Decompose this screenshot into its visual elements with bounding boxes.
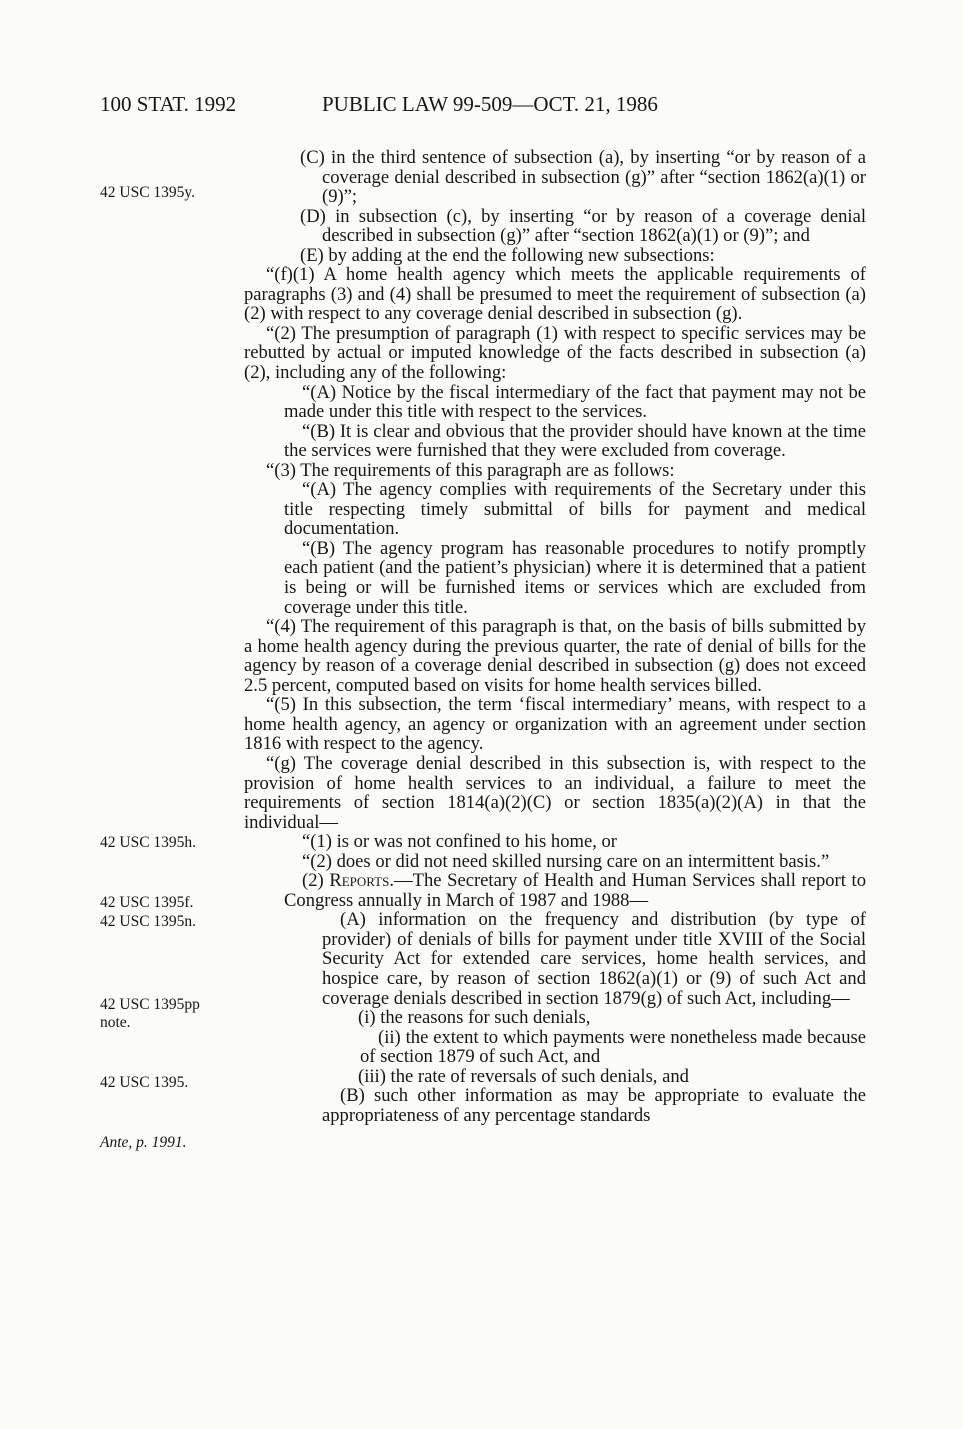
paragraph-d: (D) in subsection (c), by inserting “or by reason of a coverage denial described in subsection (g)” after “section 1862(a)(1) or (9)”; and bbox=[300, 205, 866, 247]
margin-note-1395y: 42 USC 1395y. bbox=[100, 184, 196, 201]
subsection-f-5: “(5) In this subsection, the term ‘fiscal intermediary’ means, with respect to a home health agency, an agency or organization with an agreement under section 1816 with respect to the agency. bbox=[244, 694, 866, 755]
reports-subparagraph-a: (A) information on the frequency and distribution (by type of provider) of denials of bills for payment under title XVIII of the Social Security Act for extended care services, home health services, and hospice care, by reason of section 1862(a)(1) or (9) of such Act and coverage denials described in section 1879(g) of such Act, including— bbox=[322, 909, 866, 1009]
margin-note-1395h: 42 USC 1395h. bbox=[100, 834, 197, 851]
reports-clause-iii: (iii) the rate of reversals of such denials, and bbox=[358, 1065, 689, 1087]
subparagraph-a-notice: “(A) Notice by the fiscal intermediary of the fact that payment may not be made under this title with respect to the services. bbox=[284, 381, 866, 423]
margin-note-1395n: 42 USC 1395n. bbox=[100, 913, 197, 930]
reports-text: —The Secretary of Health and Human Services shall report to Congress annually in March of 1987 and 1988— bbox=[284, 870, 866, 911]
statute-page-number: 100 STAT. 1992 bbox=[100, 92, 237, 116]
margin-note-1395: 42 USC 1395. bbox=[100, 1074, 189, 1091]
clause-g-2: “(2) does or did not need skilled nursing care on an intermittent basis.” bbox=[302, 850, 830, 872]
margin-note-1395pp: 42 USC 1395pp bbox=[100, 996, 200, 1013]
subsection-f-1: “(f)(1) A home health agency which meets the applicable requirements of paragraphs (3) and (4) shall be presumed to meet the requirement of subsection (a)(2) with respect to any coverage denial described in subsection (g). bbox=[244, 264, 866, 325]
subsection-g: “(g) The coverage denial described in this subsection is, with respect to the provision of home health services to an individual, a failure to meet the requirements of section 1814(a)(2)(C) or section 1835(a)(2)(A) in that the individual— bbox=[244, 752, 866, 833]
subparagraph-b-procedures: “(B) The agency program has reasonable procedures to notify promptly each patient (and the patient’s physician) where it is determined that a patient is being or will be furnished items or services which are excluded from coverage under this title. bbox=[284, 537, 866, 618]
clause-g-1: “(1) is or was not confined to his home, or bbox=[302, 831, 617, 853]
reports-subparagraph-b: (B) such other information as may be appropriate to evaluate the appropriateness of any percentage standards bbox=[322, 1085, 866, 1126]
margin-note-note: note. bbox=[100, 1014, 131, 1031]
reports-clause-ii: (ii) the extent to which payments were nonetheless made because of section 1879 of such Act, and bbox=[360, 1026, 866, 1068]
paragraph-e: (E) by adding at the end the following new subsections: bbox=[300, 244, 715, 266]
public-law-title: PUBLIC LAW 99-509—OCT. 21, 1986 bbox=[322, 92, 658, 116]
subparagraph-b-clear: “(B) It is clear and obvious that the provider should have known at the time the services were furnished that they were excluded from coverage. bbox=[284, 420, 866, 462]
reports-number: (2) bbox=[302, 870, 324, 892]
page-header bbox=[100, 92, 870, 122]
subparagraph-a-complies: “(A) The agency complies with requirements of the Secretary under this title respecting timely submittal of bills for payment and medical documentation. bbox=[284, 479, 866, 540]
margin-note-ante: Ante, p. 1991. bbox=[100, 1134, 187, 1151]
paragraph-c: (C) in the third sentence of subsection (a), by inserting “or by reason of a coverage denial described in subsection (g)” after “section 1862(a)(1) or (9)”; bbox=[300, 147, 866, 208]
subsection-f-2: “(2) The presumption of paragraph (1) with respect to specific services may be rebutted by actual or imputed knowledge of the facts described in subsection (a)(2), including any of the following: bbox=[244, 322, 866, 384]
reports-clause-i: (i) the reasons for such denials, bbox=[358, 1007, 591, 1029]
subsection-f-4: “(4) The requirement of this paragraph is that, on the basis of bills submitted by a home health agency during the previous quarter, the rate of denial of bills for the agency by reason of a coverage denial described in subsection (g) does not exceed 2.5 percent, computed based on visits for home health services billed. bbox=[244, 616, 866, 696]
document-body bbox=[244, 148, 866, 1125]
paragraph-reports bbox=[244, 871, 866, 910]
reports-heading: Reports. bbox=[329, 870, 394, 892]
subsection-f-3: “(3) The requirements of this paragraph are as follows: bbox=[266, 459, 675, 481]
margin-note-1395f: 42 USC 1395f. bbox=[100, 894, 194, 911]
